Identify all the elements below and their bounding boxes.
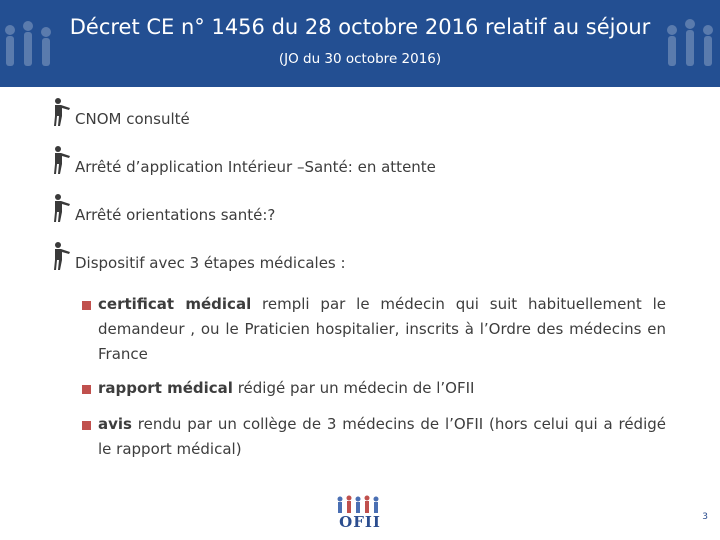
bullet-label: Arrêté d’application Intérieur –Santé: en attente <box>75 158 436 176</box>
sub-bullet-term: rapport médical <box>98 379 233 397</box>
person-icon <box>50 241 72 271</box>
slide-title: Décret CE n° 1456 du 28 octobre 2016 relatif au séjour <box>69 15 651 39</box>
sub-bullet-term: certificat médical <box>98 295 252 313</box>
people-logo-icon <box>332 495 387 515</box>
sub-bullet-item <box>80 417 666 467</box>
sub-bullet-description: rempli par le médecin qui suit habituellement le demandeur , ou le Praticien hospitalier, inscrits à l’Ordre des médecins en France <box>98 295 666 363</box>
sub-bullet-text <box>98 292 666 367</box>
person-icon <box>50 193 72 223</box>
bullet-label: Arrêté orientations santé:? <box>75 206 276 224</box>
square-bullet-icon <box>82 301 91 310</box>
sub-bullet-text <box>98 412 666 462</box>
sub-bullet-item <box>80 297 666 372</box>
logo-text: OFII <box>339 513 381 531</box>
sub-bullet-term: avis <box>98 415 132 433</box>
header-banner <box>0 0 720 87</box>
sub-bullet-description: rédigé par un médecin de l’OFII <box>232 379 475 397</box>
sub-bullet-item <box>80 381 666 406</box>
crowd-decoration-icon <box>0 0 60 87</box>
slide-subtitle: (JO du 30 octobre 2016) <box>278 51 442 67</box>
sub-bullet-text <box>98 376 666 401</box>
page-number: 3 <box>702 512 708 522</box>
sub-bullet-description: rendu par un collège de 3 médecins de l’OFII (hors celui qui a rédigé le rapport médical) <box>98 415 666 458</box>
ofii-logo <box>332 495 387 535</box>
square-bullet-icon <box>82 421 91 430</box>
person-icon <box>50 145 72 175</box>
bullet-label: CNOM consulté <box>75 110 190 128</box>
bullet-label: Dispositif avec 3 étapes médicales : <box>75 254 346 272</box>
crowd-decoration-icon <box>660 0 720 87</box>
person-icon <box>50 97 72 127</box>
square-bullet-icon <box>82 385 91 394</box>
